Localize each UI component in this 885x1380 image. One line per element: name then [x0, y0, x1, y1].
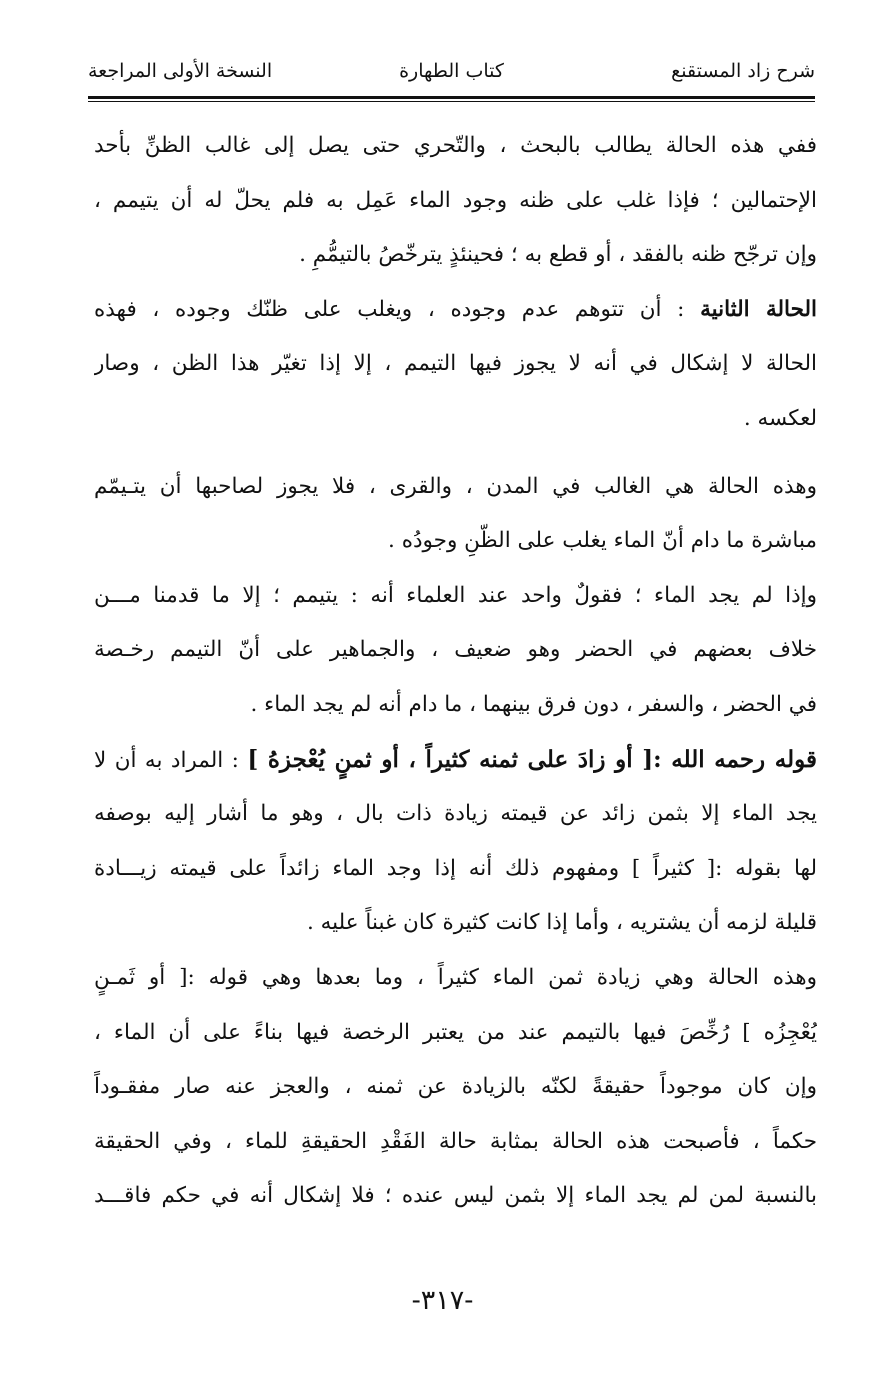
text-line: حكماً ، فأصبحت هذه الحالة بمثابة حالة الفَقْدِ الحقيقةِ للماء ، وفي الحقيقة	[94, 1128, 817, 1154]
text-run: : المراد به أن لا	[94, 747, 248, 773]
text-line: ففي هذه الحالة يطالب بالبحث ، والتّحري حتى يصل إلى غالب الظنِّ بأحد	[94, 133, 817, 158]
case-heading: الحالة الثانية	[700, 296, 817, 322]
text-line: يُعْجِزُه ] رُخِّصَ فيها بالتيمم عند من يعتبر الرخصة فيها بناءً على أن الماء ،	[94, 1019, 817, 1045]
text-line: وهذه الحالة هي الغالب في المدن ، والقرى ، فلا يجوز لصاحبها أن يتـيمّم	[94, 473, 817, 499]
header-rule-thick	[88, 96, 815, 99]
text-line: خلاف بعضهم في الحضر وهو ضعيف ، والجماهير على أنّ التيمم رخـصة	[94, 637, 817, 663]
running-header	[88, 56, 815, 92]
body-text	[94, 124, 817, 1229]
text-line: يجد الماء إلا بثمن زائد عن قيمته زيادة ذات بال ، وهو ما أشار إليه بوصفه	[94, 801, 817, 827]
header-chapter-title: كتاب الطهارة	[399, 60, 504, 82]
header-book-title: شرح زاد المستقنع	[671, 60, 815, 82]
text-line: وهذه الحالة وهي زيادة ثمن الماء كثيراً ، وما بعدها وهي قوله :[ أو ثَمـنٍ	[94, 964, 817, 990]
text-line: وإذا لم يجد الماء ؛ فقولٌ واحد عند العلماء أنه : يتيمم ؛ إلا ما قدمنا مـــن	[94, 582, 817, 608]
header-rule-thin	[88, 101, 815, 102]
text-line: وإن كان موجوداً حقيقةً لكنّه بالزيادة عن ثمنه ، والعجز عنه صار مفقـوداً	[94, 1074, 817, 1100]
text-line: قليلة لزمه أن يشتريه ، وأما إذا كانت كثيرة كان غبناً عليه .	[306, 910, 817, 936]
text-line	[94, 288, 817, 343]
text-line: بالنسبة لمن لم يجد الماء إلا بثمن ليس عنده ؛ فلا إشكال أنه في حكم فاقـــد	[94, 1183, 817, 1209]
text-line: لعكسه .	[743, 405, 817, 431]
text-line: وإن ترجّح ظنه بالفقد ، أو قطع به ؛ فحينئذٍ يترخّصُ بالتيمُّمِ .	[299, 242, 817, 268]
text-line	[94, 738, 817, 793]
text-run: : أن تتوهم عدم وجوده ، ويغلب على ظنّك وجوده ، فهذه	[94, 296, 701, 322]
text-line: الحالة لا إشكال في أنه لا يجوز فيها التيمم ، إلا إذا تغيّر هذا الظن ، وصار	[94, 351, 817, 377]
text-line: الإحتمالين ؛ فإذا غلب على ظنه وجود الماء عَمِل به فلم يحلّ له أن يتيمم ،	[94, 187, 817, 213]
text-line: في الحضر ، والسفر ، دون فرق بينهما ، ما دام أنه لم يجد الماء .	[250, 691, 817, 717]
page-number: -٣١٧-	[411, 1285, 474, 1316]
header-edition-note: النسخة الأولى المراجعة	[88, 60, 273, 82]
text-line: لها بقوله :[ كثيراً ] ومفهوم ذلك أنه إذا وجد الماء زائداً على قيمته زيـــادة	[94, 855, 817, 881]
text-line: مباشرة ما دام أنّ الماء يغلب على الظّنِ وجودُه .	[388, 528, 817, 554]
quoted-matn: قوله رحمه الله :[ أو زادَ على ثمنه كثيراً ، أو ثمنٍ يُعْجزهُ ]	[247, 745, 817, 773]
